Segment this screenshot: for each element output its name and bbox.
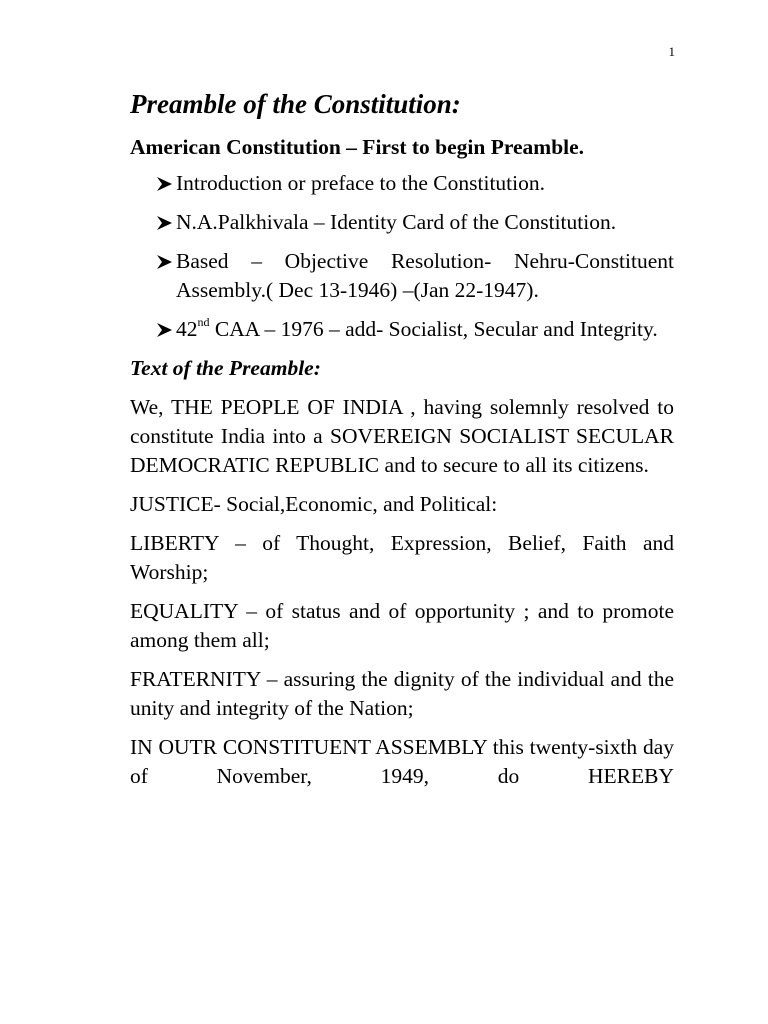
bullet-item [130,169,674,198]
arrowhead-bullet-icon [156,208,174,237]
arrowhead-bullet-icon [156,315,174,344]
arrowhead-bullet-icon [156,247,174,276]
bullet-text: CAA – 1976 – add- Socialist, Secular and Integrity. [209,317,658,341]
bullet-item [130,315,674,344]
bullet-list [130,169,674,344]
bullet-item [130,247,674,305]
amendment-number: 42 [176,317,198,341]
page-number: 1 [668,44,675,59]
preamble-paragraph: JUSTICE- Social,Economic, and Political: [130,492,498,516]
subtitle: American Constitution – First to begin Preamble. [130,135,585,159]
bullet-text: Based – Objective Resolution- Nehru-Constituent Assembly.( Dec 13-1946) –(Jan 22-1947). [176,249,674,302]
preamble-paragraph: We, THE PEOPLE OF INDIA , having solemnly resolved to constitute India into a SOVEREIGN SOCIALIST SECULAR DEMOCRATIC REPUBLIC and to secure to all its citizens. [130,395,674,477]
ordinal-suffix: nd [197,314,210,329]
preamble-paragraph: LIBERTY – of Thought, Expression, Belief, Faith and Worship; [130,531,674,584]
page-title: Preamble of the Constitution: [130,89,461,119]
section-heading: Text of the Preamble: [130,356,321,380]
arrowhead-bullet-icon [156,169,174,198]
bullet-item [130,208,674,237]
bullet-text: Introduction or preface to the Constitution. [176,171,545,195]
preamble-paragraph: FRATERNITY – assuring the dignity of the individual and the unity and integrity of the Nation; [130,667,674,720]
preamble-paragraph: EQUALITY – of status and of opportunity ; and to promote among them all; [130,599,674,652]
preamble-paragraph: IN OUTR CONSTITUENT ASSEMBLY this twenty-sixth day of November, 1949, do HEREBY [130,735,674,788]
bullet-text: N.A.Palkhivala – Identity Card of the Constitution. [176,210,617,234]
page-content [130,86,674,801]
